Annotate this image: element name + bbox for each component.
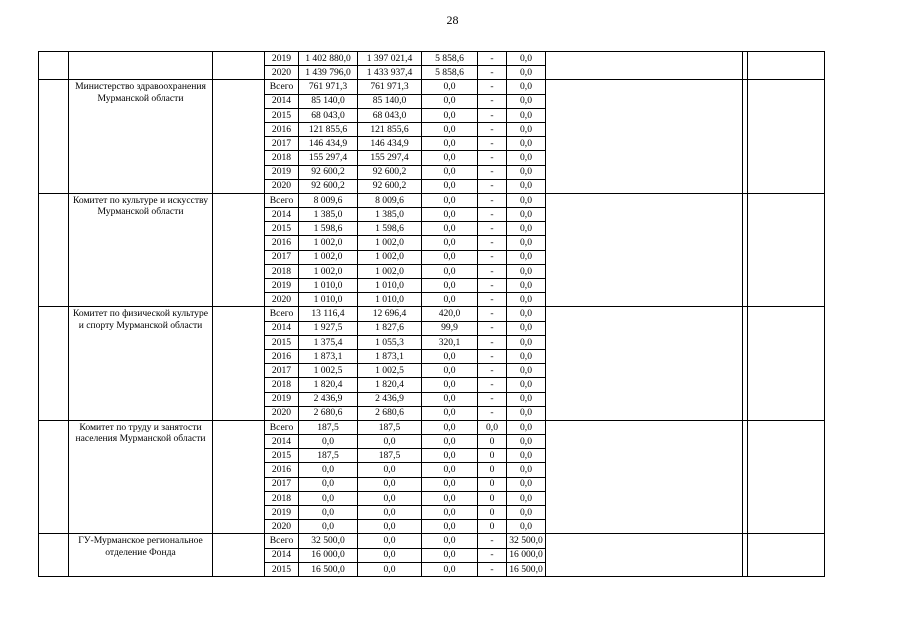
year-cell: 2017 <box>265 137 299 151</box>
other-sources-cell: 0,0 <box>507 208 546 222</box>
blank-cell <box>748 534 825 577</box>
table-body <box>39 52 825 577</box>
local-budget-cell: - <box>478 534 507 548</box>
regional-budget-cell: 187,5 <box>358 449 422 463</box>
total-cell: 0,0 <box>299 435 358 449</box>
local-budget-cell: - <box>478 364 507 378</box>
blank-cell <box>546 420 743 534</box>
organization-name: Комитет по физической культуре и спорту Мурманской области <box>69 307 213 421</box>
regional-budget-cell: 146 434,9 <box>358 137 422 151</box>
federal-budget-cell: 0,0 <box>422 534 478 548</box>
total-cell: 187,5 <box>299 420 358 434</box>
blank-cell <box>546 193 743 307</box>
regional-budget-cell: 155 297,4 <box>358 151 422 165</box>
year-cell: 2017 <box>265 477 299 491</box>
regional-budget-cell: 0,0 <box>358 435 422 449</box>
total-cell: 1 002,0 <box>299 250 358 264</box>
other-sources-cell: 0,0 <box>507 66 546 80</box>
table-row <box>39 307 825 321</box>
federal-budget-cell: 0,0 <box>422 506 478 520</box>
local-budget-cell: - <box>478 108 507 122</box>
other-sources-cell: 0,0 <box>507 137 546 151</box>
regional-budget-cell: 1 433 937,4 <box>358 66 422 80</box>
other-sources-cell: 0,0 <box>507 420 546 434</box>
local-budget-cell: - <box>478 279 507 293</box>
total-cell: 68 043,0 <box>299 108 358 122</box>
local-budget-cell: - <box>478 335 507 349</box>
year-cell: 2020 <box>265 406 299 420</box>
other-sources-cell: 0,0 <box>507 321 546 335</box>
year-cell: 2019 <box>265 506 299 520</box>
local-budget-cell: - <box>478 392 507 406</box>
blank-cell <box>748 193 825 307</box>
regional-budget-cell: 1 397 021,4 <box>358 52 422 66</box>
local-budget-cell: 0 <box>478 477 507 491</box>
other-sources-cell: 0,0 <box>507 122 546 136</box>
regional-budget-cell: 1 002,0 <box>358 250 422 264</box>
regional-budget-cell: 0,0 <box>358 463 422 477</box>
federal-budget-cell: 0,0 <box>422 406 478 420</box>
total-cell: 121 855,6 <box>299 122 358 136</box>
other-sources-cell: 0,0 <box>507 307 546 321</box>
table-row <box>39 534 825 548</box>
year-cell: 2014 <box>265 435 299 449</box>
total-cell: 1 402 880,0 <box>299 52 358 66</box>
local-budget-cell: - <box>478 165 507 179</box>
regional-budget-cell: 8 009,6 <box>358 193 422 207</box>
federal-budget-cell: 0,0 <box>422 179 478 193</box>
year-cell: 2015 <box>265 562 299 576</box>
local-budget-cell: - <box>478 137 507 151</box>
total-cell: 32 500,0 <box>299 534 358 548</box>
other-sources-cell: 0,0 <box>507 449 546 463</box>
other-sources-cell: 0,0 <box>507 52 546 66</box>
other-sources-cell: 32 500,0 <box>507 534 546 548</box>
regional-budget-cell: 85 140,0 <box>358 94 422 108</box>
blank-cell <box>546 534 743 577</box>
other-sources-cell: 0,0 <box>507 293 546 307</box>
local-budget-cell: - <box>478 208 507 222</box>
federal-budget-cell: 0,0 <box>422 108 478 122</box>
other-sources-cell: 0,0 <box>507 94 546 108</box>
table-row <box>39 52 825 66</box>
year-cell: 2018 <box>265 491 299 505</box>
local-budget-cell: - <box>478 122 507 136</box>
blank-cell <box>213 80 265 194</box>
year-cell: 2016 <box>265 122 299 136</box>
local-budget-cell: 0,0 <box>478 420 507 434</box>
federal-budget-cell: 0,0 <box>422 94 478 108</box>
other-sources-cell: 0,0 <box>507 80 546 94</box>
regional-budget-cell: 2 436,9 <box>358 392 422 406</box>
year-cell: 2018 <box>265 151 299 165</box>
total-cell: 1 820,4 <box>299 378 358 392</box>
other-sources-cell: 0,0 <box>507 435 546 449</box>
federal-budget-cell: 0,0 <box>422 392 478 406</box>
total-cell: 92 600,2 <box>299 179 358 193</box>
federal-budget-cell: 420,0 <box>422 307 478 321</box>
year-cell: 2016 <box>265 349 299 363</box>
budget-table <box>38 51 825 577</box>
federal-budget-cell: 0,0 <box>422 264 478 278</box>
table-row <box>39 193 825 207</box>
federal-budget-cell: 320,1 <box>422 335 478 349</box>
federal-budget-cell: 0,0 <box>422 349 478 363</box>
year-cell: 2019 <box>265 392 299 406</box>
regional-budget-cell: 1 010,0 <box>358 293 422 307</box>
local-budget-cell: - <box>478 222 507 236</box>
regional-budget-cell: 68 043,0 <box>358 108 422 122</box>
regional-budget-cell: 1 055,3 <box>358 335 422 349</box>
regional-budget-cell: 0,0 <box>358 548 422 562</box>
other-sources-cell: 16 000,0 <box>507 548 546 562</box>
year-cell: 2015 <box>265 335 299 349</box>
total-cell: 1 010,0 <box>299 279 358 293</box>
total-cell: 0,0 <box>299 477 358 491</box>
federal-budget-cell: 5 858,6 <box>422 52 478 66</box>
blank-cell <box>748 52 825 80</box>
federal-budget-cell: 0,0 <box>422 491 478 505</box>
regional-budget-cell: 1 820,4 <box>358 378 422 392</box>
blank-cell <box>546 52 743 80</box>
local-budget-cell: - <box>478 264 507 278</box>
regional-budget-cell: 0,0 <box>358 562 422 576</box>
total-cell: 0,0 <box>299 506 358 520</box>
total-cell: 761 971,3 <box>299 80 358 94</box>
other-sources-cell: 0,0 <box>507 165 546 179</box>
year-cell: 2014 <box>265 548 299 562</box>
total-cell: 1 439 796,0 <box>299 66 358 80</box>
year-cell: 2020 <box>265 66 299 80</box>
regional-budget-cell: 1 385,0 <box>358 208 422 222</box>
local-budget-cell: - <box>478 80 507 94</box>
year-cell: 2014 <box>265 208 299 222</box>
other-sources-cell: 0,0 <box>507 392 546 406</box>
blank-cell <box>39 193 69 307</box>
total-cell: 2 436,9 <box>299 392 358 406</box>
federal-budget-cell: 0,0 <box>422 208 478 222</box>
other-sources-cell: 0,0 <box>507 151 546 165</box>
other-sources-cell: 0,0 <box>507 520 546 534</box>
regional-budget-cell: 0,0 <box>358 520 422 534</box>
blank-cell <box>213 420 265 534</box>
federal-budget-cell: 0,0 <box>422 236 478 250</box>
other-sources-cell: 0,0 <box>507 264 546 278</box>
regional-budget-cell: 0,0 <box>358 534 422 548</box>
year-cell: 2018 <box>265 378 299 392</box>
other-sources-cell: 0,0 <box>507 463 546 477</box>
organization-name: Министерство здравоохранения Мурманской области <box>69 80 213 194</box>
local-budget-cell: - <box>478 250 507 264</box>
total-cell: 85 140,0 <box>299 94 358 108</box>
federal-budget-cell: 0,0 <box>422 279 478 293</box>
blank-cell <box>546 307 743 421</box>
other-sources-cell: 0,0 <box>507 349 546 363</box>
blank-cell <box>39 307 69 421</box>
total-cell: 1 873,1 <box>299 349 358 363</box>
year-cell: Всего <box>265 420 299 434</box>
total-cell: 1 385,0 <box>299 208 358 222</box>
year-cell: 2014 <box>265 321 299 335</box>
local-budget-cell: 0 <box>478 506 507 520</box>
regional-budget-cell: 92 600,2 <box>358 179 422 193</box>
local-budget-cell: 0 <box>478 435 507 449</box>
other-sources-cell: 0,0 <box>507 250 546 264</box>
table-row <box>39 420 825 434</box>
year-cell: 2018 <box>265 264 299 278</box>
total-cell: 2 680,6 <box>299 406 358 420</box>
regional-budget-cell: 1 002,5 <box>358 364 422 378</box>
federal-budget-cell: 0,0 <box>422 122 478 136</box>
federal-budget-cell: 0,0 <box>422 548 478 562</box>
blank-cell <box>39 534 69 577</box>
total-cell: 0,0 <box>299 520 358 534</box>
year-cell: 2017 <box>265 250 299 264</box>
federal-budget-cell: 0,0 <box>422 222 478 236</box>
total-cell: 1 002,5 <box>299 364 358 378</box>
other-sources-cell: 0,0 <box>507 477 546 491</box>
federal-budget-cell: 0,0 <box>422 477 478 491</box>
year-cell: 2016 <box>265 463 299 477</box>
blank-cell <box>39 80 69 194</box>
blank-cell <box>39 420 69 534</box>
regional-budget-cell: 2 680,6 <box>358 406 422 420</box>
regional-budget-cell: 1 827,6 <box>358 321 422 335</box>
local-budget-cell: 0 <box>478 520 507 534</box>
year-cell: Всего <box>265 80 299 94</box>
local-budget-cell: - <box>478 193 507 207</box>
page-number: 28 <box>446 13 459 27</box>
other-sources-cell: 0,0 <box>507 193 546 207</box>
blank-cell <box>213 534 265 577</box>
organization-name: ГУ-Мурманское региональное отделение Фонда <box>69 534 213 577</box>
regional-budget-cell: 1 010,0 <box>358 279 422 293</box>
federal-budget-cell: 0,0 <box>422 80 478 94</box>
federal-budget-cell: 0,0 <box>422 193 478 207</box>
federal-budget-cell: 0,0 <box>422 293 478 307</box>
federal-budget-cell: 0,0 <box>422 562 478 576</box>
other-sources-cell: 0,0 <box>507 406 546 420</box>
blank-cell <box>748 80 825 194</box>
total-cell: 13 116,4 <box>299 307 358 321</box>
total-cell: 16 000,0 <box>299 548 358 562</box>
blank-cell <box>69 52 213 80</box>
regional-budget-cell: 1 002,0 <box>358 236 422 250</box>
federal-budget-cell: 0,0 <box>422 420 478 434</box>
blank-cell <box>748 307 825 421</box>
local-budget-cell: - <box>478 562 507 576</box>
total-cell: 1 002,0 <box>299 236 358 250</box>
local-budget-cell: - <box>478 236 507 250</box>
year-cell: 2019 <box>265 279 299 293</box>
local-budget-cell: - <box>478 94 507 108</box>
total-cell: 0,0 <box>299 491 358 505</box>
regional-budget-cell: 761 971,3 <box>358 80 422 94</box>
federal-budget-cell: 0,0 <box>422 520 478 534</box>
federal-budget-cell: 0,0 <box>422 435 478 449</box>
year-cell: 2014 <box>265 94 299 108</box>
year-cell: 2015 <box>265 449 299 463</box>
regional-budget-cell: 1 598,6 <box>358 222 422 236</box>
local-budget-cell: - <box>478 307 507 321</box>
federal-budget-cell: 0,0 <box>422 137 478 151</box>
local-budget-cell: - <box>478 151 507 165</box>
blank-cell <box>213 193 265 307</box>
federal-budget-cell: 0,0 <box>422 364 478 378</box>
federal-budget-cell: 0,0 <box>422 463 478 477</box>
other-sources-cell: 0,0 <box>507 279 546 293</box>
blank-cell <box>213 52 265 80</box>
regional-budget-cell: 121 855,6 <box>358 122 422 136</box>
other-sources-cell: 0,0 <box>507 378 546 392</box>
federal-budget-cell: 0,0 <box>422 449 478 463</box>
year-cell: 2019 <box>265 165 299 179</box>
year-cell: 2015 <box>265 108 299 122</box>
total-cell: 1 598,6 <box>299 222 358 236</box>
year-cell: 2020 <box>265 520 299 534</box>
local-budget-cell: - <box>478 179 507 193</box>
federal-budget-cell: 0,0 <box>422 250 478 264</box>
total-cell: 16 500,0 <box>299 562 358 576</box>
total-cell: 92 600,2 <box>299 165 358 179</box>
other-sources-cell: 0,0 <box>507 506 546 520</box>
year-cell: Всего <box>265 307 299 321</box>
regional-budget-cell: 92 600,2 <box>358 165 422 179</box>
local-budget-cell: - <box>478 406 507 420</box>
local-budget-cell: - <box>478 293 507 307</box>
local-budget-cell: 0 <box>478 463 507 477</box>
federal-budget-cell: 5 858,6 <box>422 66 478 80</box>
federal-budget-cell: 99,9 <box>422 321 478 335</box>
regional-budget-cell: 0,0 <box>358 506 422 520</box>
total-cell: 155 297,4 <box>299 151 358 165</box>
local-budget-cell: - <box>478 66 507 80</box>
regional-budget-cell: 0,0 <box>358 477 422 491</box>
total-cell: 187,5 <box>299 449 358 463</box>
total-cell: 146 434,9 <box>299 137 358 151</box>
other-sources-cell: 0,0 <box>507 179 546 193</box>
local-budget-cell: - <box>478 52 507 66</box>
organization-name: Комитет по труду и занятости населения Мурманской области <box>69 420 213 534</box>
local-budget-cell: 0 <box>478 491 507 505</box>
regional-budget-cell: 1 873,1 <box>358 349 422 363</box>
regional-budget-cell: 1 002,0 <box>358 264 422 278</box>
regional-budget-cell: 0,0 <box>358 491 422 505</box>
year-cell: Всего <box>265 193 299 207</box>
federal-budget-cell: 0,0 <box>422 378 478 392</box>
local-budget-cell: - <box>478 321 507 335</box>
total-cell: 1 002,0 <box>299 264 358 278</box>
local-budget-cell: - <box>478 349 507 363</box>
other-sources-cell: 0,0 <box>507 335 546 349</box>
blank-cell <box>748 420 825 534</box>
year-cell: 2020 <box>265 293 299 307</box>
other-sources-cell: 16 500,0 <box>507 562 546 576</box>
federal-budget-cell: 0,0 <box>422 151 478 165</box>
blank-cell <box>213 307 265 421</box>
blank-cell <box>39 52 69 80</box>
year-cell: 2016 <box>265 236 299 250</box>
regional-budget-cell: 12 696,4 <box>358 307 422 321</box>
organization-name: Комитет по культуре и искусству Мурманской области <box>69 193 213 307</box>
federal-budget-cell: 0,0 <box>422 165 478 179</box>
total-cell: 1 375,4 <box>299 335 358 349</box>
year-cell: 2015 <box>265 222 299 236</box>
other-sources-cell: 0,0 <box>507 491 546 505</box>
year-cell: 2020 <box>265 179 299 193</box>
table-row <box>39 80 825 94</box>
year-cell: 2019 <box>265 52 299 66</box>
year-cell: Всего <box>265 534 299 548</box>
other-sources-cell: 0,0 <box>507 364 546 378</box>
total-cell: 8 009,6 <box>299 193 358 207</box>
regional-budget-cell: 187,5 <box>358 420 422 434</box>
total-cell: 1 010,0 <box>299 293 358 307</box>
local-budget-cell: - <box>478 378 507 392</box>
other-sources-cell: 0,0 <box>507 108 546 122</box>
other-sources-cell: 0,0 <box>507 222 546 236</box>
total-cell: 1 927,5 <box>299 321 358 335</box>
total-cell: 0,0 <box>299 463 358 477</box>
other-sources-cell: 0,0 <box>507 236 546 250</box>
local-budget-cell: - <box>478 548 507 562</box>
blank-cell <box>546 80 743 194</box>
local-budget-cell: 0 <box>478 449 507 463</box>
year-cell: 2017 <box>265 364 299 378</box>
